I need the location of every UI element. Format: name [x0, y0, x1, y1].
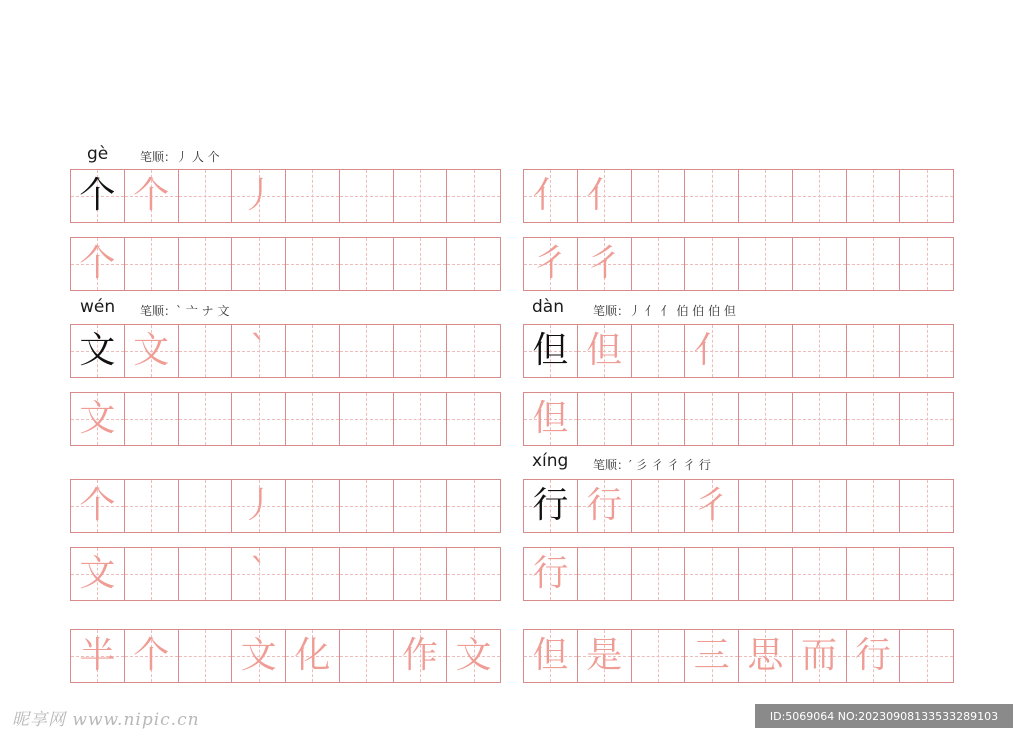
grid-cell	[286, 170, 340, 222]
grid-cell	[286, 325, 340, 377]
pinyin-xing: xíng	[532, 451, 569, 471]
practice-character: 但	[586, 330, 623, 371]
practice-character: 三	[693, 635, 730, 676]
grid-cell	[793, 480, 847, 532]
watermark-id: ID:5069064 NO:20230908133533289103	[755, 704, 1013, 728]
grid-cell	[578, 548, 632, 600]
practice-character: 化	[294, 635, 331, 676]
grid-cell	[179, 480, 233, 532]
grid-cell	[578, 630, 632, 682]
grid-cell	[340, 548, 394, 600]
grid-cell	[632, 170, 686, 222]
grid-cell	[524, 548, 578, 600]
grid-cell	[793, 393, 847, 445]
practice-character: 是	[586, 635, 623, 676]
grid-cell	[847, 393, 901, 445]
grid-cell	[524, 630, 578, 682]
grid-cell	[900, 630, 954, 682]
stroke-sequence: 丿 亻 亻 伯 伯 伯 但	[629, 304, 736, 318]
grid-cell	[286, 393, 340, 445]
practice-character: 个	[133, 175, 170, 216]
practice-character: 思	[747, 635, 784, 676]
practice-character: 亻	[693, 330, 730, 371]
grid-cell	[232, 630, 286, 682]
grid-cell	[232, 325, 286, 377]
grid-cell	[578, 170, 632, 222]
grid-cell	[524, 325, 578, 377]
grid-cell	[632, 325, 686, 377]
grid-cell	[179, 238, 233, 290]
practice-row	[70, 392, 501, 446]
grid-cell	[900, 480, 954, 532]
pinyin-ge: gè	[87, 144, 109, 164]
grid-cell	[394, 170, 448, 222]
grid-cell	[340, 238, 394, 290]
stroke-order-xing	[593, 456, 711, 473]
grid-cell	[524, 170, 578, 222]
stroke-order-label: 笔顺：	[140, 150, 177, 164]
grid-cell	[286, 548, 340, 600]
grid-cell	[179, 548, 233, 600]
stroke-order-wen	[140, 302, 229, 319]
grid-cell	[739, 170, 793, 222]
grid-cell	[125, 480, 179, 532]
grid-cell	[179, 630, 233, 682]
grid-cell	[793, 548, 847, 600]
practice-row	[70, 169, 501, 223]
practice-character: 个	[133, 635, 170, 676]
practice-character: 文	[79, 398, 116, 439]
practice-character: 个	[79, 485, 116, 526]
practice-character: 彳	[693, 485, 730, 526]
stroke-order-label: 笔顺：	[140, 304, 177, 318]
grid-cell	[232, 170, 286, 222]
practice-row	[523, 547, 954, 601]
practice-row	[70, 547, 501, 601]
practice-character: 文	[455, 635, 492, 676]
grid-cell	[447, 238, 501, 290]
practice-row	[70, 629, 501, 683]
grid-cell	[286, 630, 340, 682]
watermark-logo: 昵享网 www.nipic.cn	[12, 710, 200, 730]
grid-cell	[232, 480, 286, 532]
practice-character: 但	[532, 330, 569, 371]
practice-character: 但	[532, 398, 569, 439]
grid-cell	[394, 393, 448, 445]
grid-cell	[739, 238, 793, 290]
grid-cell	[71, 630, 125, 682]
grid-cell	[632, 630, 686, 682]
grid-cell	[900, 393, 954, 445]
grid-cell	[739, 325, 793, 377]
practice-character: 丿	[240, 175, 277, 216]
grid-cell	[739, 480, 793, 532]
grid-cell	[685, 393, 739, 445]
grid-cell	[394, 480, 448, 532]
grid-cell	[394, 325, 448, 377]
grid-cell	[447, 170, 501, 222]
grid-cell	[447, 393, 501, 445]
stroke-order-label: 笔顺：	[593, 304, 630, 318]
grid-cell	[900, 170, 954, 222]
practice-character: 行	[854, 635, 891, 676]
practice-row	[70, 479, 501, 533]
practice-character: 而	[801, 635, 838, 676]
grid-cell	[340, 630, 394, 682]
grid-cell	[847, 630, 901, 682]
grid-cell	[71, 548, 125, 600]
grid-cell	[286, 480, 340, 532]
grid-cell	[847, 548, 901, 600]
grid-cell	[447, 630, 501, 682]
pinyin-wen: wén	[80, 297, 116, 317]
stroke-order-label: 笔顺：	[593, 458, 630, 472]
practice-character: 作	[401, 635, 438, 676]
grid-cell	[179, 170, 233, 222]
practice-character: 彳	[586, 243, 623, 284]
grid-cell	[71, 325, 125, 377]
grid-cell	[447, 325, 501, 377]
practice-character: 丿	[240, 485, 277, 526]
practice-row	[523, 237, 954, 291]
grid-cell	[793, 325, 847, 377]
grid-cell	[125, 238, 179, 290]
grid-cell	[578, 325, 632, 377]
grid-cell	[286, 238, 340, 290]
grid-cell	[847, 170, 901, 222]
grid-cell	[125, 325, 179, 377]
grid-cell	[900, 238, 954, 290]
grid-cell	[847, 480, 901, 532]
practice-character: 彳	[532, 243, 569, 284]
practice-character: 行	[586, 485, 623, 526]
grid-cell	[685, 325, 739, 377]
practice-row	[523, 479, 954, 533]
grid-cell	[578, 393, 632, 445]
grid-cell	[125, 630, 179, 682]
stroke-sequence: ` 亠 ナ 文	[176, 304, 230, 318]
grid-cell	[179, 393, 233, 445]
grid-cell	[632, 548, 686, 600]
grid-cell	[524, 238, 578, 290]
grid-cell	[71, 238, 125, 290]
stroke-sequence: ′ 彡 彳 彳 彳 行	[629, 458, 711, 472]
stroke-order-ge	[140, 148, 220, 165]
practice-character: 文	[133, 330, 170, 371]
grid-cell	[632, 393, 686, 445]
practice-row	[70, 324, 501, 378]
grid-cell	[900, 325, 954, 377]
grid-cell	[578, 238, 632, 290]
grid-cell	[232, 393, 286, 445]
grid-cell	[685, 170, 739, 222]
practice-character: 文	[79, 553, 116, 594]
grid-cell	[394, 548, 448, 600]
practice-row	[523, 324, 954, 378]
grid-cell	[340, 393, 394, 445]
grid-cell	[739, 393, 793, 445]
pinyin-dan: dàn	[532, 297, 564, 317]
grid-cell	[793, 238, 847, 290]
practice-row	[70, 237, 501, 291]
grid-cell	[685, 630, 739, 682]
grid-cell	[685, 238, 739, 290]
grid-cell	[632, 238, 686, 290]
practice-row	[523, 169, 954, 223]
grid-cell	[739, 630, 793, 682]
practice-character: 但	[532, 635, 569, 676]
grid-cell	[447, 548, 501, 600]
grid-cell	[340, 170, 394, 222]
grid-cell	[179, 325, 233, 377]
practice-character: 文	[240, 635, 277, 676]
grid-cell	[447, 480, 501, 532]
grid-cell	[394, 630, 448, 682]
grid-cell	[524, 480, 578, 532]
practice-character: 半	[79, 635, 116, 676]
practice-character: 个	[79, 175, 116, 216]
practice-character: 行	[532, 553, 569, 594]
practice-character: 亻	[586, 175, 623, 216]
practice-row	[523, 392, 954, 446]
grid-cell	[793, 170, 847, 222]
grid-cell	[125, 170, 179, 222]
stroke-sequence: 丿 人 个	[176, 150, 220, 164]
stroke-order-dan	[593, 302, 736, 319]
grid-cell	[232, 238, 286, 290]
grid-cell	[71, 170, 125, 222]
grid-cell	[524, 393, 578, 445]
practice-character: 文	[79, 330, 116, 371]
grid-cell	[394, 238, 448, 290]
grid-cell	[125, 548, 179, 600]
grid-cell	[632, 480, 686, 532]
grid-cell	[793, 630, 847, 682]
practice-character: 行	[532, 485, 569, 526]
practice-row	[523, 629, 954, 683]
grid-cell	[232, 548, 286, 600]
grid-cell	[847, 325, 901, 377]
grid-cell	[340, 325, 394, 377]
grid-cell	[340, 480, 394, 532]
practice-character: 个	[79, 243, 116, 284]
practice-character: 亻	[532, 175, 569, 216]
grid-cell	[847, 238, 901, 290]
grid-cell	[685, 480, 739, 532]
practice-character: `	[249, 553, 268, 594]
grid-cell	[71, 393, 125, 445]
grid-cell	[71, 480, 125, 532]
grid-cell	[900, 548, 954, 600]
grid-cell	[125, 393, 179, 445]
practice-character: `	[249, 330, 268, 371]
grid-cell	[685, 548, 739, 600]
grid-cell	[739, 548, 793, 600]
grid-cell	[578, 480, 632, 532]
